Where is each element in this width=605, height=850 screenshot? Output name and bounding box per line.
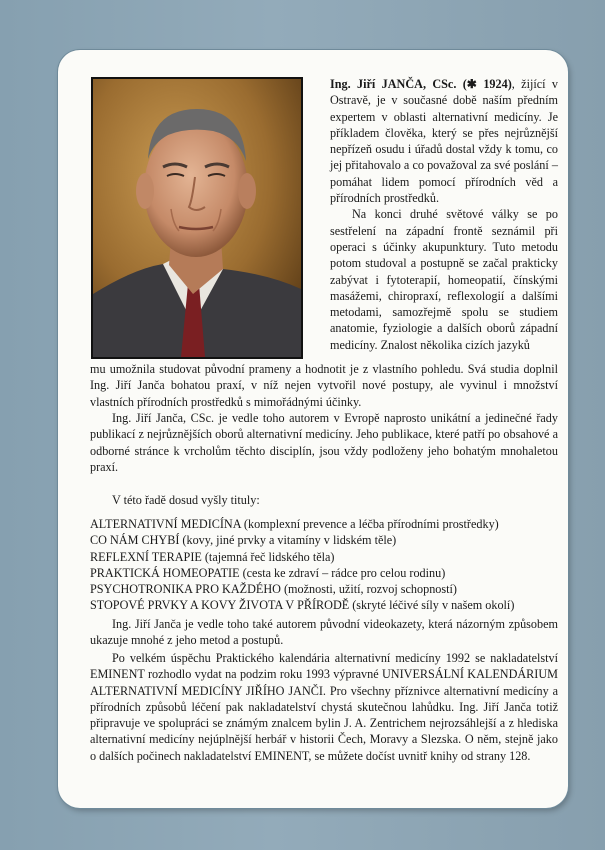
title-item: CO NÁM CHYBÍ (kovy, jiné prvky a vitamíny v lidském těle) bbox=[90, 533, 397, 548]
calendar-paragraph: Po velkém úspěchu Praktického kalendária alternativní medicíny 1992 se nakladatelství EMINENT rozhodlo vydat na podzim roku 1993 výpravné UNIVERSÁLNÍ KALENDÁRIUM ALTERNATIVNÍ MEDICÍNY JIŘÍHO JANČI. Pro všechny příznivce alternativní medicíny a přírodních způsobů léčení pak nakladatelství chystá skutečnou lahůdku. Ing. Jiří Janča totiž připravuje ve spolupráci se známým znalcem bylin J. A. Zentrichem nejrozsáhlejší a z hlediska alternativní medicíny nejúplnější herbář v historii Čech, Moravy a Slezska. O něm, stejně jako o dalších počinech nakladatelství EMINENT, se můžete dočíst uvnitř knihy od strany 128. bbox=[90, 651, 558, 763]
series-intro: V této řadě dosud vyšly tituly: bbox=[112, 493, 260, 507]
title-item: PSYCHOTRONIKA PRO KAŽDÉHO (možnosti, užití, rozvoj schopností) bbox=[90, 582, 457, 597]
back-cover-panel bbox=[58, 50, 568, 808]
author-bio-war: Na konci druhé světové války se po sestřelení na západní frontě seznámil při operaci s účinky akupunktury. Tuto metodu potom studoval a postupně se začal prakticky zabývat i fytoterapií, homeopatií, čínskými masážemi, chiropraxí, reflexologií a dalšími metodami, samozřejmě spolu se studiem anatomie, fyziologie a dalších oborů západní medicíny. Znalost několika cizích jazyků bbox=[330, 207, 558, 352]
author-bio-intro bbox=[330, 76, 558, 353]
author-bio-text: , žijící v Ostravě, je v současné době naším předním expertem v oblasti alternativní medicíny. Je příkladem člověka, který se přes nejrůznější nepřízeň osudu i úřadů dostal vždy k tomu, co jej přitahovalo a co považoval za své poslání – pomáhat lidem pomocí přírodních věd a přírodních prostředků. bbox=[330, 77, 558, 206]
videocassette-paragraph: Ing. Jiří Janča je vedle toho také autorem původní videokazety, která názorným způsobem ukazuje mnohé z jeho metod a postupů. bbox=[90, 617, 558, 648]
author-portrait-image bbox=[93, 79, 301, 357]
title-item: STOPOVÉ PRVKY A KOVY ŽIVOTA V PŘÍRODĚ (skryté léčivé síly v našem okolí) bbox=[90, 598, 515, 613]
title-item: ALTERNATIVNÍ MEDICÍNA (komplexní prevence a léčba přírodními prostředky) bbox=[90, 517, 499, 531]
author-portrait-photo bbox=[91, 77, 303, 359]
title-item: REFLEXNÍ TERAPIE (tajemná řeč lidského těla) bbox=[90, 549, 335, 564]
author-bio-continued: mu umožnila studovat původní prameny a hodnotit je z vlastního pohledu. Svá studia doplnil Ing. Jiří Janča bohatou praxí, v níž nejen vytvořil nové postupy, ale vyvinul i množství vlastních přírodních prostředků s mimořádnými účinky. bbox=[90, 362, 558, 409]
author-bio-publications: Ing. Jiří Janča, CSc. je vedle toho autorem v Evropě naprosto unikátní a jedinečné řady publikací z nejrůznějších oborů alternativní medicíny. Jeho publikace, které patří po obsahové a odborné stránce k vrcholům těchto disciplín, jsou vždy podloženy jeho bohatým mnohaletou praxí. bbox=[90, 411, 558, 474]
published-titles-list bbox=[90, 516, 560, 614]
title-item: PRAKTICKÁ HOMEOPATIE (cesta ke zdraví – rádce pro celou rodinu) bbox=[90, 565, 446, 580]
author-name: Ing. Jiří JANČA bbox=[330, 77, 423, 91]
author-title: , CSc. (✱ 1924) bbox=[422, 77, 512, 91]
